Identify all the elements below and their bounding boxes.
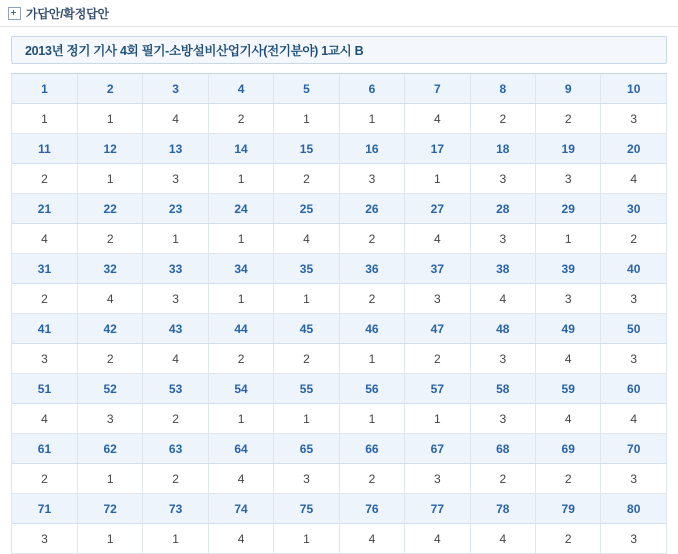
question-number-cell: 47 xyxy=(405,314,470,344)
answer-cell: 3 xyxy=(601,284,667,314)
answer-cell: 1 xyxy=(77,464,142,494)
question-number-cell: 30 xyxy=(601,194,667,224)
question-number-cell: 57 xyxy=(405,374,470,404)
answer-cell: 3 xyxy=(470,344,535,374)
question-number-cell: 60 xyxy=(601,374,667,404)
question-number-cell: 23 xyxy=(143,194,208,224)
question-number-row xyxy=(12,254,667,284)
question-number-cell: 48 xyxy=(470,314,535,344)
question-number-cell: 63 xyxy=(143,434,208,464)
question-number-cell: 71 xyxy=(12,494,77,524)
question-number-cell: 74 xyxy=(208,494,273,524)
answer-cell: 3 xyxy=(405,284,470,314)
answer-cell: 4 xyxy=(274,224,339,254)
question-number-cell: 11 xyxy=(12,134,77,164)
question-number-cell: 33 xyxy=(143,254,208,284)
question-number-cell: 20 xyxy=(601,134,667,164)
answer-cell: 2 xyxy=(208,344,273,374)
answer-cell: 3 xyxy=(77,404,142,434)
answer-cell: 4 xyxy=(12,224,77,254)
answer-cell: 3 xyxy=(601,344,667,374)
answer-row xyxy=(12,524,667,554)
answer-cell: 1 xyxy=(405,164,470,194)
question-number-cell: 49 xyxy=(536,314,601,344)
answer-cell: 3 xyxy=(143,164,208,194)
answer-cell: 4 xyxy=(143,344,208,374)
answer-row xyxy=(12,404,667,434)
question-number-cell: 7 xyxy=(405,74,470,104)
answer-cell: 4 xyxy=(536,344,601,374)
question-number-cell: 13 xyxy=(143,134,208,164)
question-number-cell: 35 xyxy=(274,254,339,284)
question-number-cell: 42 xyxy=(77,314,142,344)
answer-cell: 1 xyxy=(208,284,273,314)
question-number-cell: 69 xyxy=(536,434,601,464)
question-number-cell: 79 xyxy=(536,494,601,524)
question-number-cell: 43 xyxy=(143,314,208,344)
question-number-cell: 22 xyxy=(77,194,142,224)
question-number-cell: 19 xyxy=(536,134,601,164)
answer-cell: 3 xyxy=(274,464,339,494)
question-number-cell: 37 xyxy=(405,254,470,284)
answer-table-wrapper xyxy=(11,73,667,554)
question-number-cell: 44 xyxy=(208,314,273,344)
answer-cell: 3 xyxy=(339,164,404,194)
question-number-cell: 56 xyxy=(339,374,404,404)
question-number-row xyxy=(12,494,667,524)
question-number-cell: 45 xyxy=(274,314,339,344)
page-header xyxy=(0,0,678,27)
question-number-cell: 64 xyxy=(208,434,273,464)
question-number-cell: 25 xyxy=(274,194,339,224)
answer-cell: 1 xyxy=(208,224,273,254)
answer-row xyxy=(12,284,667,314)
answer-cell: 3 xyxy=(536,284,601,314)
answer-cell: 4 xyxy=(339,524,404,554)
question-number-cell: 59 xyxy=(536,374,601,404)
answer-cell: 3 xyxy=(12,524,77,554)
answer-cell: 2 xyxy=(470,464,535,494)
question-number-cell: 26 xyxy=(339,194,404,224)
question-number-cell: 61 xyxy=(12,434,77,464)
answer-cell: 1 xyxy=(339,344,404,374)
question-number-cell: 17 xyxy=(405,134,470,164)
answer-cell: 1 xyxy=(77,104,142,134)
answer-cell: 1 xyxy=(274,404,339,434)
question-number-cell: 54 xyxy=(208,374,273,404)
question-number-cell: 73 xyxy=(143,494,208,524)
answer-cell: 1 xyxy=(536,224,601,254)
question-number-cell: 51 xyxy=(12,374,77,404)
answer-cell: 4 xyxy=(601,404,667,434)
question-number-cell: 15 xyxy=(274,134,339,164)
answer-cell: 2 xyxy=(77,344,142,374)
answer-cell: 2 xyxy=(339,464,404,494)
answer-cell: 2 xyxy=(12,464,77,494)
answer-cell: 1 xyxy=(339,404,404,434)
exam-title-box xyxy=(11,36,667,64)
question-number-cell: 31 xyxy=(12,254,77,284)
question-number-cell: 76 xyxy=(339,494,404,524)
answer-cell: 3 xyxy=(601,104,667,134)
question-number-cell: 12 xyxy=(77,134,142,164)
question-number-cell: 21 xyxy=(12,194,77,224)
answer-cell: 2 xyxy=(274,164,339,194)
question-number-cell: 24 xyxy=(208,194,273,224)
question-number-row xyxy=(12,374,667,404)
answer-cell: 4 xyxy=(208,524,273,554)
answer-cell: 2 xyxy=(143,404,208,434)
answer-cell: 1 xyxy=(274,104,339,134)
answer-cell: 3 xyxy=(470,164,535,194)
question-number-cell: 32 xyxy=(77,254,142,284)
expand-box-icon[interactable] xyxy=(8,7,21,20)
answer-cell: 1 xyxy=(12,104,77,134)
question-number-cell: 80 xyxy=(601,494,667,524)
question-number-cell: 38 xyxy=(470,254,535,284)
question-number-cell: 72 xyxy=(77,494,142,524)
question-number-cell: 58 xyxy=(470,374,535,404)
answer-cell: 1 xyxy=(339,104,404,134)
question-number-cell: 78 xyxy=(470,494,535,524)
answer-cell: 1 xyxy=(208,164,273,194)
question-number-cell: 9 xyxy=(536,74,601,104)
answer-cell: 2 xyxy=(274,344,339,374)
question-number-cell: 67 xyxy=(405,434,470,464)
question-number-cell: 70 xyxy=(601,434,667,464)
answer-cell: 2 xyxy=(405,344,470,374)
question-number-row xyxy=(12,194,667,224)
answer-cell: 1 xyxy=(143,524,208,554)
answer-cell: 4 xyxy=(405,524,470,554)
answer-row xyxy=(12,224,667,254)
answer-cell: 3 xyxy=(12,344,77,374)
answer-cell: 4 xyxy=(470,524,535,554)
answer-row xyxy=(12,344,667,374)
answer-cell: 2 xyxy=(536,524,601,554)
question-number-row xyxy=(12,74,667,104)
answer-table xyxy=(12,74,667,554)
answer-cell: 2 xyxy=(339,224,404,254)
answer-cell: 3 xyxy=(601,464,667,494)
answer-cell: 4 xyxy=(12,404,77,434)
answer-row xyxy=(12,104,667,134)
answer-cell: 3 xyxy=(601,524,667,554)
answer-cell: 1 xyxy=(77,524,142,554)
answer-cell: 2 xyxy=(536,104,601,134)
page-title: 가답안/확정답안 xyxy=(26,7,109,21)
answer-cell: 1 xyxy=(77,164,142,194)
question-number-cell: 55 xyxy=(274,374,339,404)
answer-cell: 3 xyxy=(143,284,208,314)
question-number-cell: 8 xyxy=(470,74,535,104)
answer-row xyxy=(12,164,667,194)
answer-cell: 1 xyxy=(208,404,273,434)
question-number-cell: 1 xyxy=(12,74,77,104)
answer-cell: 1 xyxy=(274,284,339,314)
question-number-cell: 4 xyxy=(208,74,273,104)
answer-cell: 2 xyxy=(208,104,273,134)
question-number-cell: 40 xyxy=(601,254,667,284)
question-number-cell: 36 xyxy=(339,254,404,284)
question-number-cell: 62 xyxy=(77,434,142,464)
answer-cell: 3 xyxy=(470,404,535,434)
answer-cell: 4 xyxy=(143,104,208,134)
question-number-cell: 10 xyxy=(601,74,667,104)
answer-cell: 1 xyxy=(405,404,470,434)
answer-cell: 2 xyxy=(536,464,601,494)
answer-cell: 3 xyxy=(470,224,535,254)
question-number-cell: 14 xyxy=(208,134,273,164)
question-number-cell: 3 xyxy=(143,74,208,104)
question-number-cell: 6 xyxy=(339,74,404,104)
question-number-cell: 5 xyxy=(274,74,339,104)
question-number-cell: 52 xyxy=(77,374,142,404)
answer-cell: 2 xyxy=(12,284,77,314)
question-number-cell: 75 xyxy=(274,494,339,524)
answer-cell: 1 xyxy=(143,224,208,254)
question-number-cell: 29 xyxy=(536,194,601,224)
answer-cell: 2 xyxy=(601,224,667,254)
answer-cell: 4 xyxy=(470,284,535,314)
answer-cell: 2 xyxy=(339,284,404,314)
question-number-cell: 53 xyxy=(143,374,208,404)
question-number-cell: 39 xyxy=(536,254,601,284)
answer-cell: 1 xyxy=(274,524,339,554)
question-number-row xyxy=(12,434,667,464)
answer-cell: 4 xyxy=(405,224,470,254)
question-number-cell: 77 xyxy=(405,494,470,524)
answer-cell: 2 xyxy=(143,464,208,494)
answer-cell: 4 xyxy=(536,404,601,434)
question-number-cell: 34 xyxy=(208,254,273,284)
answer-cell: 4 xyxy=(601,164,667,194)
question-number-cell: 27 xyxy=(405,194,470,224)
question-number-cell: 46 xyxy=(339,314,404,344)
question-number-cell: 50 xyxy=(601,314,667,344)
answer-row xyxy=(12,464,667,494)
answer-cell: 4 xyxy=(77,284,142,314)
answer-cell: 4 xyxy=(208,464,273,494)
question-number-cell: 2 xyxy=(77,74,142,104)
question-number-row xyxy=(12,134,667,164)
question-number-row xyxy=(12,314,667,344)
answer-cell: 2 xyxy=(470,104,535,134)
question-number-cell: 65 xyxy=(274,434,339,464)
question-number-cell: 28 xyxy=(470,194,535,224)
answer-cell: 2 xyxy=(12,164,77,194)
answer-cell: 3 xyxy=(536,164,601,194)
exam-title: 2013년 정기 기사 4회 필기-소방설비산업기사(전기분야) 1교시 B xyxy=(25,44,364,58)
question-number-cell: 16 xyxy=(339,134,404,164)
question-number-cell: 66 xyxy=(339,434,404,464)
question-number-cell: 68 xyxy=(470,434,535,464)
question-number-cell: 18 xyxy=(470,134,535,164)
answer-cell: 4 xyxy=(405,104,470,134)
question-number-cell: 41 xyxy=(12,314,77,344)
answer-cell: 2 xyxy=(77,224,142,254)
answer-cell: 3 xyxy=(405,464,470,494)
